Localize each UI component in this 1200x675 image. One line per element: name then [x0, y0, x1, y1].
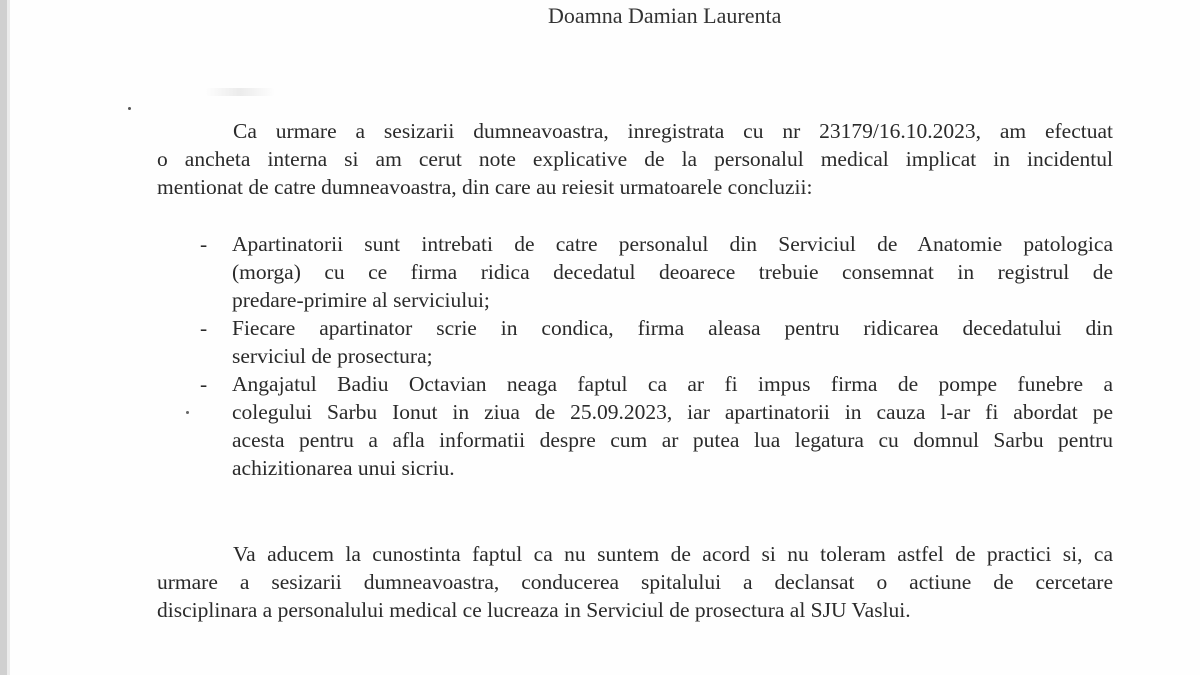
conclusions-list — [195, 230, 1113, 482]
list-item-line: serviciul de prosectura; — [232, 344, 433, 368]
page-edge-border — [0, 0, 7, 675]
list-bullet: - — [200, 372, 208, 396]
paragraph-line: mentionat de catre dumneavoastra, din care au reiesit urmatoarele concluzii: — [157, 175, 813, 199]
closing-paragraph — [157, 540, 1113, 624]
list-item — [195, 230, 1113, 314]
list-item-line: Angajatul Badiu Octavian neaga faptul ca ar fi impus firma de pompe funebre a — [232, 372, 1113, 396]
list-item-line: Apartinatorii sunt intrebati de catre personalul din Serviciul de Anatomie patologica — [232, 232, 1113, 256]
list-item-line: acesta pentru a afla informatii despre cum ar putea lua legatura cu domnul Sarbu pentru — [232, 428, 1113, 452]
scan-speck — [186, 411, 189, 414]
list-item-line: Fiecare apartinator scrie in condica, firma aleasa pentru ridicarea decedatului din — [232, 316, 1113, 340]
scan-smudge — [205, 88, 275, 96]
paragraph-line: Ca urmare a sesizarii dumneavoastra, inregistrata cu nr 23179/16.10.2023, am efectuat — [233, 119, 1113, 143]
recipient-name: Doamna Damian Laurenta — [548, 3, 782, 28]
list-item-line: (morga) cu ce firma ridica decedatul deoarece trebuie consemnat in registrul de — [232, 260, 1113, 284]
list-item-line: predare-primire al serviciului; — [232, 288, 490, 312]
list-item — [195, 370, 1113, 482]
paragraph-line: o ancheta interna si am cerut note explicative de la personalul medical implicat in incidentul — [157, 147, 1113, 171]
page-edge-shadow — [7, 0, 10, 675]
list-item — [195, 314, 1113, 370]
list-bullet: - — [200, 232, 208, 256]
list-item-line: achizitionarea unui sicriu. — [232, 456, 455, 480]
paragraph-line: disciplinara a personalului medical ce lucreaza in Serviciul de prosectura al SJU Vaslui. — [157, 598, 911, 622]
paragraph-line: Va aducem la cunostinta faptul ca nu suntem de acord si nu toleram astfel de practici si, ca — [233, 542, 1113, 566]
list-item-line: colegului Sarbu Ionut in ziua de 25.09.2023, iar apartinatorii in cauza l-ar fi abordat pe — [232, 400, 1113, 424]
list-bullet: - — [200, 316, 208, 340]
paragraph-line: urmare a sesizarii dumneavoastra, conducerea spitalului a declansat o actiune de cercetare — [157, 570, 1113, 594]
intro-paragraph — [157, 117, 1113, 201]
scan-speck — [128, 107, 131, 110]
